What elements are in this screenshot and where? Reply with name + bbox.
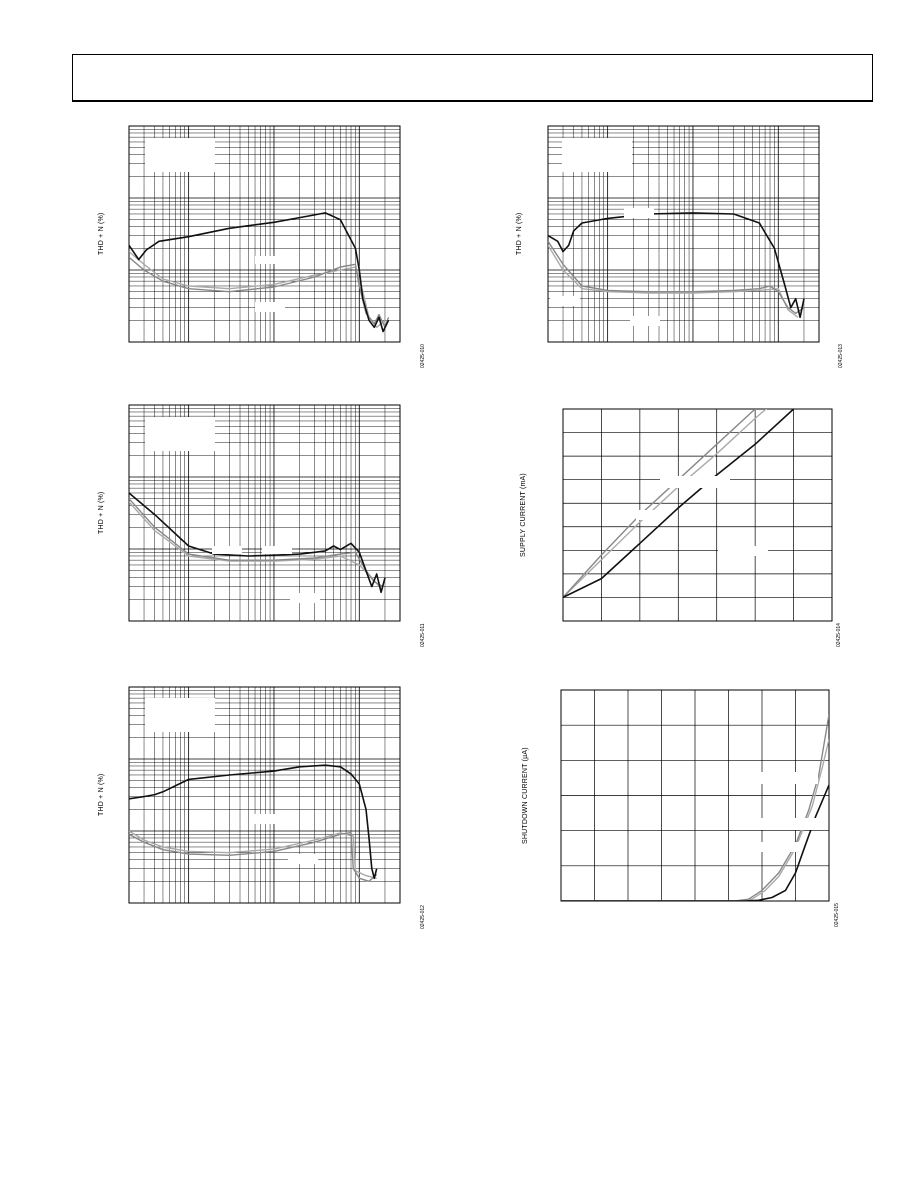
thd-3-series-1-line bbox=[129, 833, 377, 882]
thd-2-figure-id: 02425-011 bbox=[420, 623, 426, 647]
thd-4-annotation-box-2 bbox=[550, 296, 580, 306]
thd-2-annotation-box-0 bbox=[145, 417, 215, 451]
thd-2-ylabel: THD + N (%) bbox=[98, 491, 105, 535]
thd-3-ylabel: THD + N (%) bbox=[98, 773, 105, 817]
thd-2-series-1-line bbox=[129, 499, 383, 587]
thd-1-annotation-box-0 bbox=[145, 138, 215, 172]
supply-frame bbox=[563, 409, 832, 621]
thd-2-series-group bbox=[129, 493, 385, 592]
shutdown-figure-id: 02425-015 bbox=[834, 903, 840, 927]
thd-1-figure-id: 02425-010 bbox=[420, 344, 426, 368]
shutdown-chart bbox=[560, 689, 830, 902]
shutdown-annotation-box-2 bbox=[760, 842, 800, 852]
page-header-box bbox=[72, 54, 873, 102]
thd-3-figure-id: 02425-012 bbox=[420, 905, 426, 929]
supply-series-2-line bbox=[563, 350, 832, 597]
thd-4-annotation-box-0 bbox=[562, 138, 632, 172]
supply-annotation-box-1 bbox=[636, 510, 656, 520]
thd-3-annotation-box-1 bbox=[250, 814, 280, 824]
thd-4-annotation-box-1 bbox=[624, 208, 654, 218]
shutdown-annotation-box-0 bbox=[760, 772, 818, 784]
supply-series-group bbox=[563, 338, 832, 597]
thd-1-ylabel: THD + N (%) bbox=[98, 212, 105, 256]
thd-2-annotation-box-3 bbox=[290, 593, 320, 603]
thd-3-annotation-box-2 bbox=[288, 854, 318, 864]
thd-2-annotation-box-2 bbox=[262, 546, 292, 554]
thd-4-series-group bbox=[548, 213, 804, 317]
shutdown-ylabel: SHUTDOWN CURRENT (µA) bbox=[522, 747, 529, 844]
supply-annotation-box-0 bbox=[660, 476, 730, 488]
thd-2-annotation-box-1 bbox=[212, 546, 242, 554]
thd-4-series-1-line bbox=[548, 241, 804, 313]
thd-1-series-0-line bbox=[129, 213, 389, 332]
thd-4-series-0-line bbox=[548, 213, 804, 317]
thd-4-figure-id: 02425-013 bbox=[838, 344, 844, 368]
thd-1-annotation-box-2 bbox=[255, 302, 285, 312]
thd-1-series-group bbox=[129, 213, 389, 332]
shutdown-annotation-box-1 bbox=[760, 818, 818, 830]
supply-chart bbox=[562, 408, 833, 622]
shutdown-plot-area bbox=[561, 690, 829, 901]
thd-3-annotation-box-0 bbox=[145, 698, 215, 732]
thd-4-annotation-box-3 bbox=[630, 316, 660, 326]
thd-1-annotation-box-1 bbox=[255, 256, 285, 264]
thd-2-series-0-line bbox=[129, 493, 385, 592]
supply-figure-id: 02425-014 bbox=[836, 623, 842, 647]
thd-4-ylabel: THD + N (%) bbox=[516, 212, 523, 256]
supply-ylabel: SUPPLY CURRENT (mA) bbox=[520, 473, 527, 557]
supply-annotation-box-2 bbox=[718, 546, 768, 556]
